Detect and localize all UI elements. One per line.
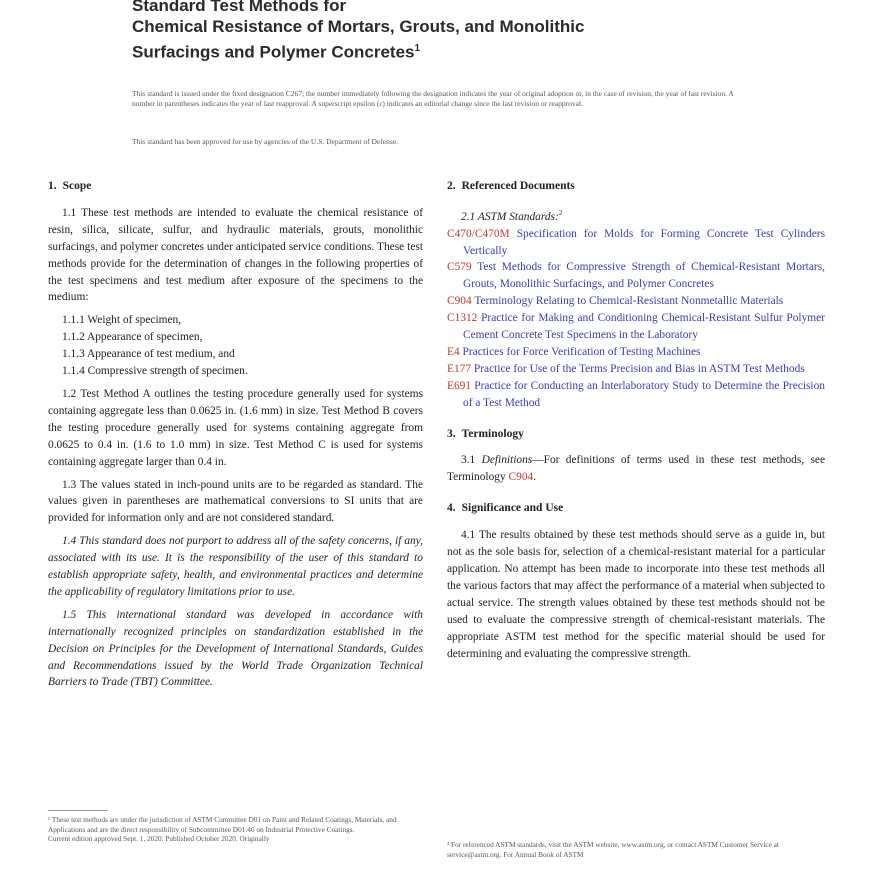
left-column — [48, 178, 423, 697]
reference-entry[interactable]: E4 Practices for Force Verification of Testing Machines — [447, 345, 701, 358]
footnote-left: ¹ These test methods are under the jurisdiction of ASTM Committee D01 on Paint and Related Coatings, Materials, and Applications and are the direct responsibility of Subcommittee D01.46 on Industrial Protective Coatings. Current edition approved Sept. 1, 2020. Published October 2020. Originally — [48, 815, 397, 843]
paragraph-1-5: 1.5 This international standard was developed in accordance with internationally recognized principles on standardization established in the Decision on Principles for the Development of International Standards, Guides and Recommendations issued by the World Trade Organization Technical Barriers to Trade (TBT) Committee. — [48, 608, 423, 689]
section-heading-terminology: 3. Terminology — [447, 427, 524, 440]
scope-item-1: 1.1.1 Weight of specimen, — [62, 314, 182, 327]
section-heading-scope: 1. Scope — [48, 180, 92, 192]
approval-notice: This standard has been approved for use by agencies of the U.S. Department of Defense. — [132, 137, 398, 146]
paragraph-1-2: 1.2 Test Method A outlines the testing procedure generally used for systems containing aggregate less than 0.0625 in. (1.6 mm) in size. Test Method B covers the testing procedure generally used for systems containing aggregate from 0.0625 to 0.4 in. (1.6 to 1.0 mm) in size. Test Method C is used for systems containing aggregate larger than 0.4 in. — [48, 387, 423, 468]
title-footnote-mark: 1 — [414, 43, 421, 54]
title-line-2: Chemical Resistance of Mortars, Grouts, and Monolithic — [132, 17, 585, 36]
section-heading-referenced-documents: 2. Referenced Documents — [447, 180, 575, 192]
title-line-1: Standard Test Methods for — [132, 0, 347, 15]
reference-entry[interactable]: E177 Practice for Use of the Terms Precision and Bias in ASTM Test Methods — [447, 362, 805, 375]
section-heading-significance: 4. Significance and Use — [447, 502, 564, 515]
paragraph-1-4: 1.4 This standard does not purport to address all of the safety concerns, if any, associated with its use. It is the responsibility of the user of this standard to establish appropriate safety, health, and environmental practices and determine the applicability of regulatory limitations prior to use. — [48, 535, 423, 598]
reference-entry[interactable]: C904 Terminology Relating to Chemical-Resistant Nonmetallic Materials — [447, 295, 784, 308]
paragraph-4-1: 4.1 The results obtained by these test methods should serve as a guide in, but not as the sole basis for, selection of a chemical-resistant material for a particular application. No attempt has been made to incorporate into these test methods all the various factors that may affect the performance of a material when subjected to actual service. The strength values obtained by these test methods should not be used to evaluate the compressive strength of chemical-resistant materials. The appropriate ASTM test method for the specific material should be used for determining and evaluating the compressive strength. — [447, 529, 825, 660]
paragraph-1-3: 1.3 The values stated in inch-pound units are to be regarded as standard. The values given in parentheses are mathematical conversions to SI units that are provided for information only and are not considered standard. — [48, 478, 423, 525]
reference-entry[interactable]: C470/C470M Specification for Molds for Forming Concrete Test Cylinders Vertically — [447, 227, 825, 257]
scope-item-2: 1.1.2 Appearance of specimen, — [62, 331, 203, 344]
reference-entry[interactable]: C579 Test Methods for Compressive Strength of Chemical-Resistant Mortars, Grouts, Monolithic Surfacings, and Polymer Concretes — [447, 261, 825, 291]
reference-entry[interactable]: E691 Practice for Conducting an Interlaboratory Study to Determine the Precision of a Test Method — [447, 379, 825, 409]
paragraph-3-1: 3.1 Definitions—For definitions of terms used in these test methods, see Terminology C904. — [447, 454, 826, 484]
right-column — [447, 178, 825, 668]
designation-notice: This standard is issued under the fixed designation C267; the number immediately following the designation indicates the year of original adoption or, in the case of revision, the year of last revision. A number in parentheses indicates the year of last reapproval. A superscript epsilon (ε) indicates an editorial change since the last revision or reapproval. — [132, 89, 734, 108]
scope-item-4: 1.1.4 Compressive strength of specimen. — [62, 365, 248, 378]
astm-standards-intro: 2.1 ASTM Standards:$^2$ — [461, 208, 563, 223]
reference-entry[interactable]: C1312 Practice for Making and Conditioning Chemical-Resistant Sulfur Polymer Cement Concrete Test Specimens in the Laboratory — [447, 312, 825, 342]
paragraph-1-1: 1.1 These test methods are intended to evaluate the chemical resistance of resin, silica, silicate, sulfur, and hydraulic materials, grouts, monolithic surfacings, and polymer concretes under anticipated service conditions. These test methods provide for the determination of changes in the following properties of the test specimens and test medium after exposure of the specimens to the medium: — [48, 206, 423, 304]
document-title — [132, 0, 772, 64]
footnote-divider-left — [48, 810, 108, 811]
footnote-right: ² For referenced ASTM standards, visit the ASTM website, www.astm.org, or contact ASTM Customer Service at service@astm.org. For Annual Book of ASTM — [447, 840, 779, 859]
title-line-3: Surfacings and Polymer Concretes$^1$ — [132, 42, 421, 62]
scope-item-3: 1.1.3 Appearance of test medium, and — [62, 348, 235, 361]
terminology-link[interactable]: C904 — [508, 471, 534, 484]
